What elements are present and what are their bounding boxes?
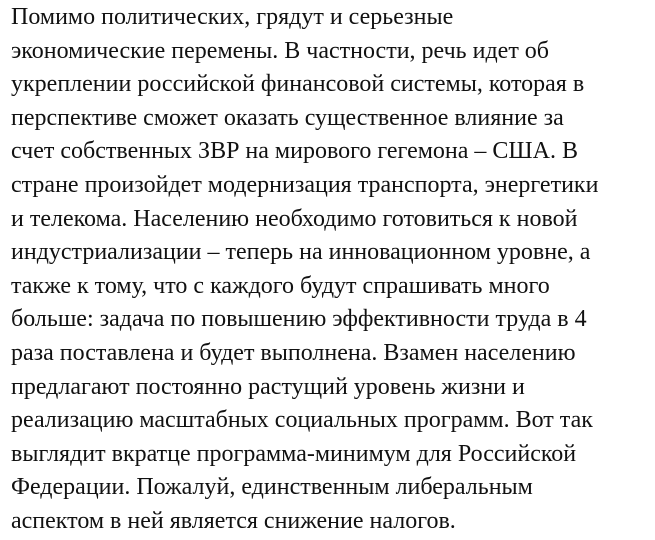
paragraph-line: перспективе сможет оказать существенное влияние за (11, 104, 564, 131)
paragraph-line: укреплении российской финансовой системы, которая в (11, 71, 585, 98)
paragraph-line: экономические перемены. В частности, речь идет об (11, 37, 550, 64)
paragraph-line: выглядит вкратце программа-минимум для Российской (11, 440, 577, 467)
paragraph-line: предлагают постоянно растущий уровень жизни и (11, 373, 525, 400)
paragraph-line: и телекома. Населению необходимо готовиться к новой (11, 205, 578, 232)
paragraph-line: реализацию масштабных социальных программ. Вот так (11, 407, 593, 434)
paragraph-line: раза поставлена и будет выполнена. Взамен населению (11, 339, 576, 366)
paragraph-line: аспектом в ней является снижение налогов. (11, 507, 456, 534)
article-paragraph (11, 1, 651, 539)
paragraph-line: также к тому, что с каждого будут спрашивать много (11, 272, 550, 299)
paragraph-line: стране произойдет модернизация транспорта, энергетики (11, 171, 599, 198)
paragraph-line: счет собственных ЗВР на мирового гегемона – США. В (11, 138, 578, 165)
paragraph-line: Помимо политических, грядут и серьезные (11, 4, 454, 30)
paragraph-line: больше: задача по повышению эффективности труда в 4 (11, 306, 587, 333)
paragraph-line: индустриализации – теперь на инновационном уровне, а (11, 239, 591, 266)
paragraph-line: Федерации. Пожалуй, единственным либеральным (11, 474, 533, 501)
